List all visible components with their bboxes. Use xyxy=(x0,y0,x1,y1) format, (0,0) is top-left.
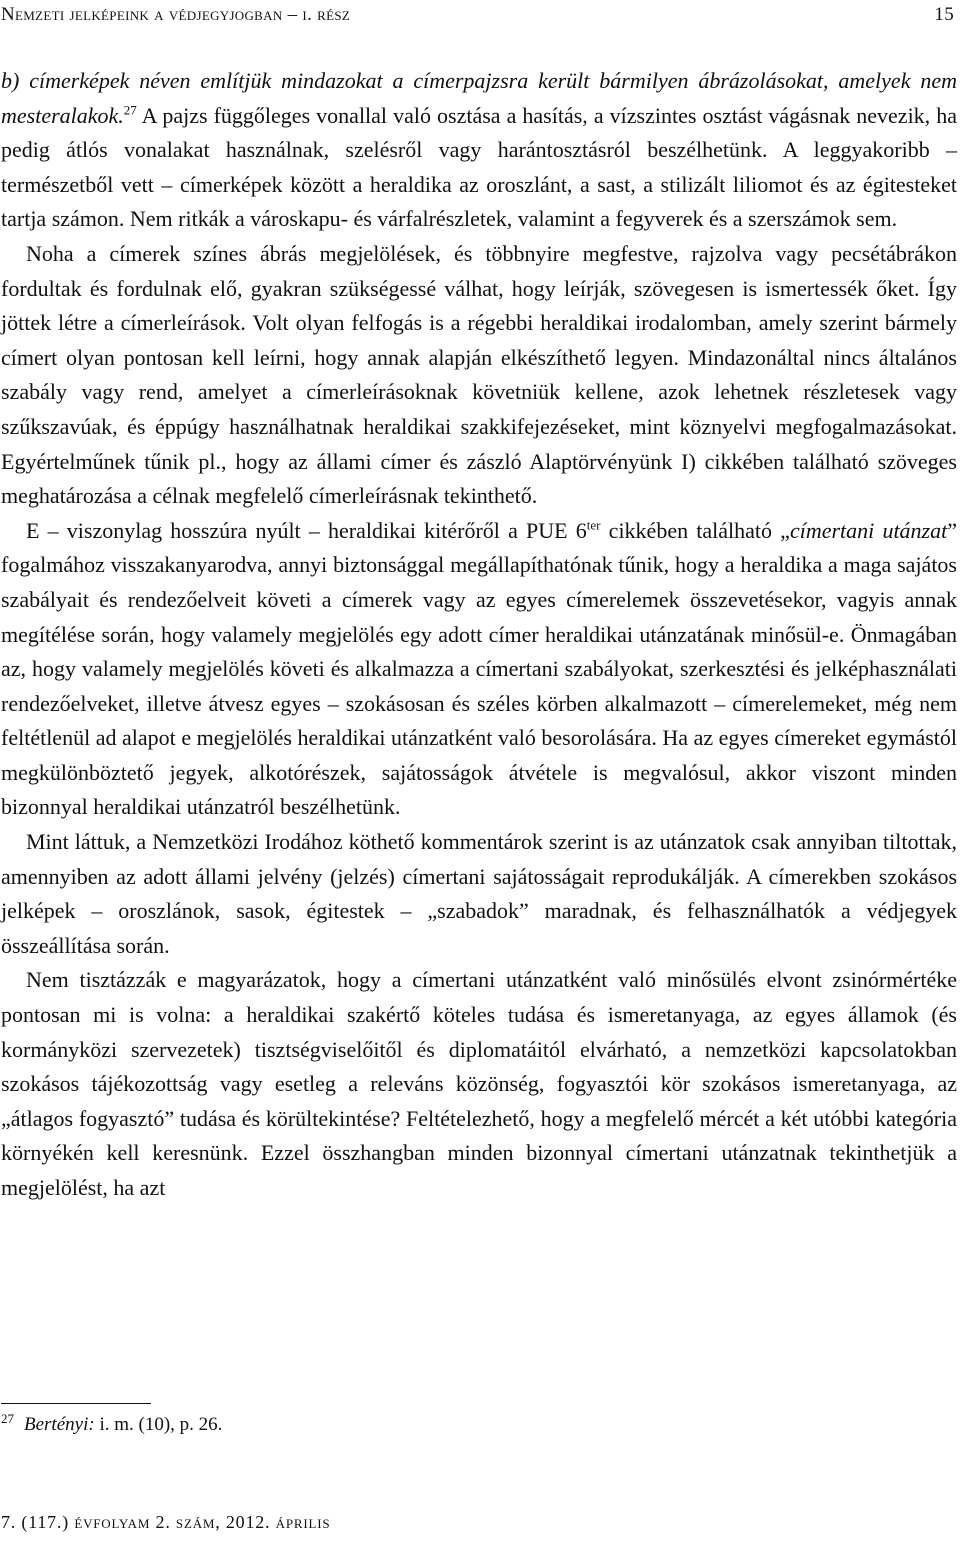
running-title: Nemzeti jelképeink a védjegyjogban – i. rész xyxy=(1,4,351,25)
footnote-ref-27[interactable]: 27 xyxy=(123,102,137,118)
footnote-author: Bertényi: xyxy=(24,1414,95,1435)
paragraph-3-text-b: cikkében található „ xyxy=(600,517,790,543)
running-header xyxy=(0,4,960,34)
footnote-separator xyxy=(1,1403,151,1404)
paragraph-1-text: A pajzs függőleges vonallal való osztása a hasítás, a vízszintes osztást vágásnak nevezik, ha pedig átlós vonalakat használnak, szelésről vagy harántosztásról beszélhetünk. A leggyakoribb – természetből vett – címerképek között a heraldika az oroszlánt, a sast, a stilizált liliomot és az égitesteket tartja számon. Nem ritkák a városkapu- és várfalrészletek, valamint a fegyverek és a szerszámok sem. xyxy=(1,102,957,232)
paragraph-3-text-c: ” fogalmához visszakanyarodva, annyi biztonsággal megállapíthatónak tűnik, hogy a heraldika a maga sajátos szabályait és rendezőelveit követi a címerek vagy az egyes címerelemek összevetésekor, vagyis annak megítélése során, hogy valamely megjelölés egy adott címer heraldikai utánzatának minősül-e. Önmagában az, hogy valamely megjelölés követi és alkalmazza a címertani szabályokat, szerkesztési és jelképhasználati rendezőelveket, illetve átvesz egyes – szokásosan és széles körben alkalmazott – címerelemeket, még nem feltétlenül ad alapot e megjelölés heraldikai utánzatként való besorolására. Ha az egyes címereket egymástól megkülönböztető jegyek, alkotórészek, sajátosságok átvétele is megvalósul, akkor viszont minden bizonnyal heraldikai utánzatról beszélhetünk. xyxy=(1,517,957,820)
superscript-ter: ter xyxy=(586,517,601,533)
term-cimertani-utanzat: címertani utánzat xyxy=(789,517,948,543)
article-body xyxy=(1,64,957,1206)
footnote-number: 27 xyxy=(1,1410,14,1426)
footnote-text: i. m. (10), p. 26. xyxy=(94,1414,223,1435)
paragraph-1 xyxy=(1,64,957,237)
running-footer xyxy=(1,1512,330,1533)
paragraph-1-italic: b) címerképek néven említjük mindazokat a címerpajzsra került bármilyen ábrázolásokat, amelyek nem mesteralakok. xyxy=(1,68,957,128)
paragraph-2: Noha a címerek színes ábrás megjelölések, és többnyire megfestve, rajzolva vagy pecsétábrákon fordultak és fordulnak elő, gyakran szükségessé válhat, hogy leírják, szövegesen is ismertessék őket. Így jöttek létre a címerleírások. Volt olyan felfogás is a régebbi heraldikai irodalomban, amely szerint bármely címert olyan pontosan kell leírni, hogy annak alapján elkészíthető legyen. Mindazonáltal nincs általános szabály vagy rend, amelyet a címerleírásoknak követniük kellene, azok lehetnek részletesek vagy szűkszavúak, és éppúgy használhatnak heraldikai szakkifejezéseket, mint köznyelvi megfogalmazásokat. Egyértelműnek tűnik pl., hogy az állami címer és zászló Alaptörvényünk I) cikkében található szöveges meghatározása a célnak megfelelő címerleírásnak tekinthető. xyxy=(1,240,957,509)
paragraph-3-text-a: E – viszonylag hosszúra nyúlt – heraldikai kitérőről a PUE 6 xyxy=(26,517,587,543)
page-number: 15 xyxy=(934,4,954,25)
paragraph-5: Nem tisztázzák e magyarázatok, hogy a címertani utánzatként való minősülés elvont zsinórmértéke pontosan mi is volna: a heraldikai szakértő köteles tudása és ismeretanyaga, az egyes államok (és kormányközi szervezetek) tisztségviselőitől és diplomatáitól elvárható, a nemzetközi kapcsolatokban szokásos tájékozottság vagy esetleg a releváns közönség, fogyasztói kör szokásos ismeretanyaga, az „átlagos fogyasztó” tudása és körültekintése? Feltételezhető, hogy a megfelelő mércét a két utóbbi kategória környékén kell keresnünk. Ezzel összhangban minden bizonnyal címertani utánzatnak tekinthetjük a megjelölést, ha azt xyxy=(1,967,957,1200)
footer-volume-date: évfolyam 2. szám, 2012. április xyxy=(74,1512,331,1532)
footer-issue: 7. (117.) xyxy=(1,1512,70,1532)
paragraph-3 xyxy=(1,514,957,825)
paragraph-4: Mint láttuk, a Nemzetközi Irodához köthető kommentárok szerint is az utánzatok csak annyiban tiltottak, amennyiben az adott állami jelvény (jelzés) címertani sajátosságait reprodukálják. A címerekben szokásos jelképek – oroszlánok, sasok, égitestek – „szabadok” maradnak, és felhasználhatók a védjegyek összeállítása során. xyxy=(1,829,957,958)
footnote-27 xyxy=(1,1410,222,1440)
